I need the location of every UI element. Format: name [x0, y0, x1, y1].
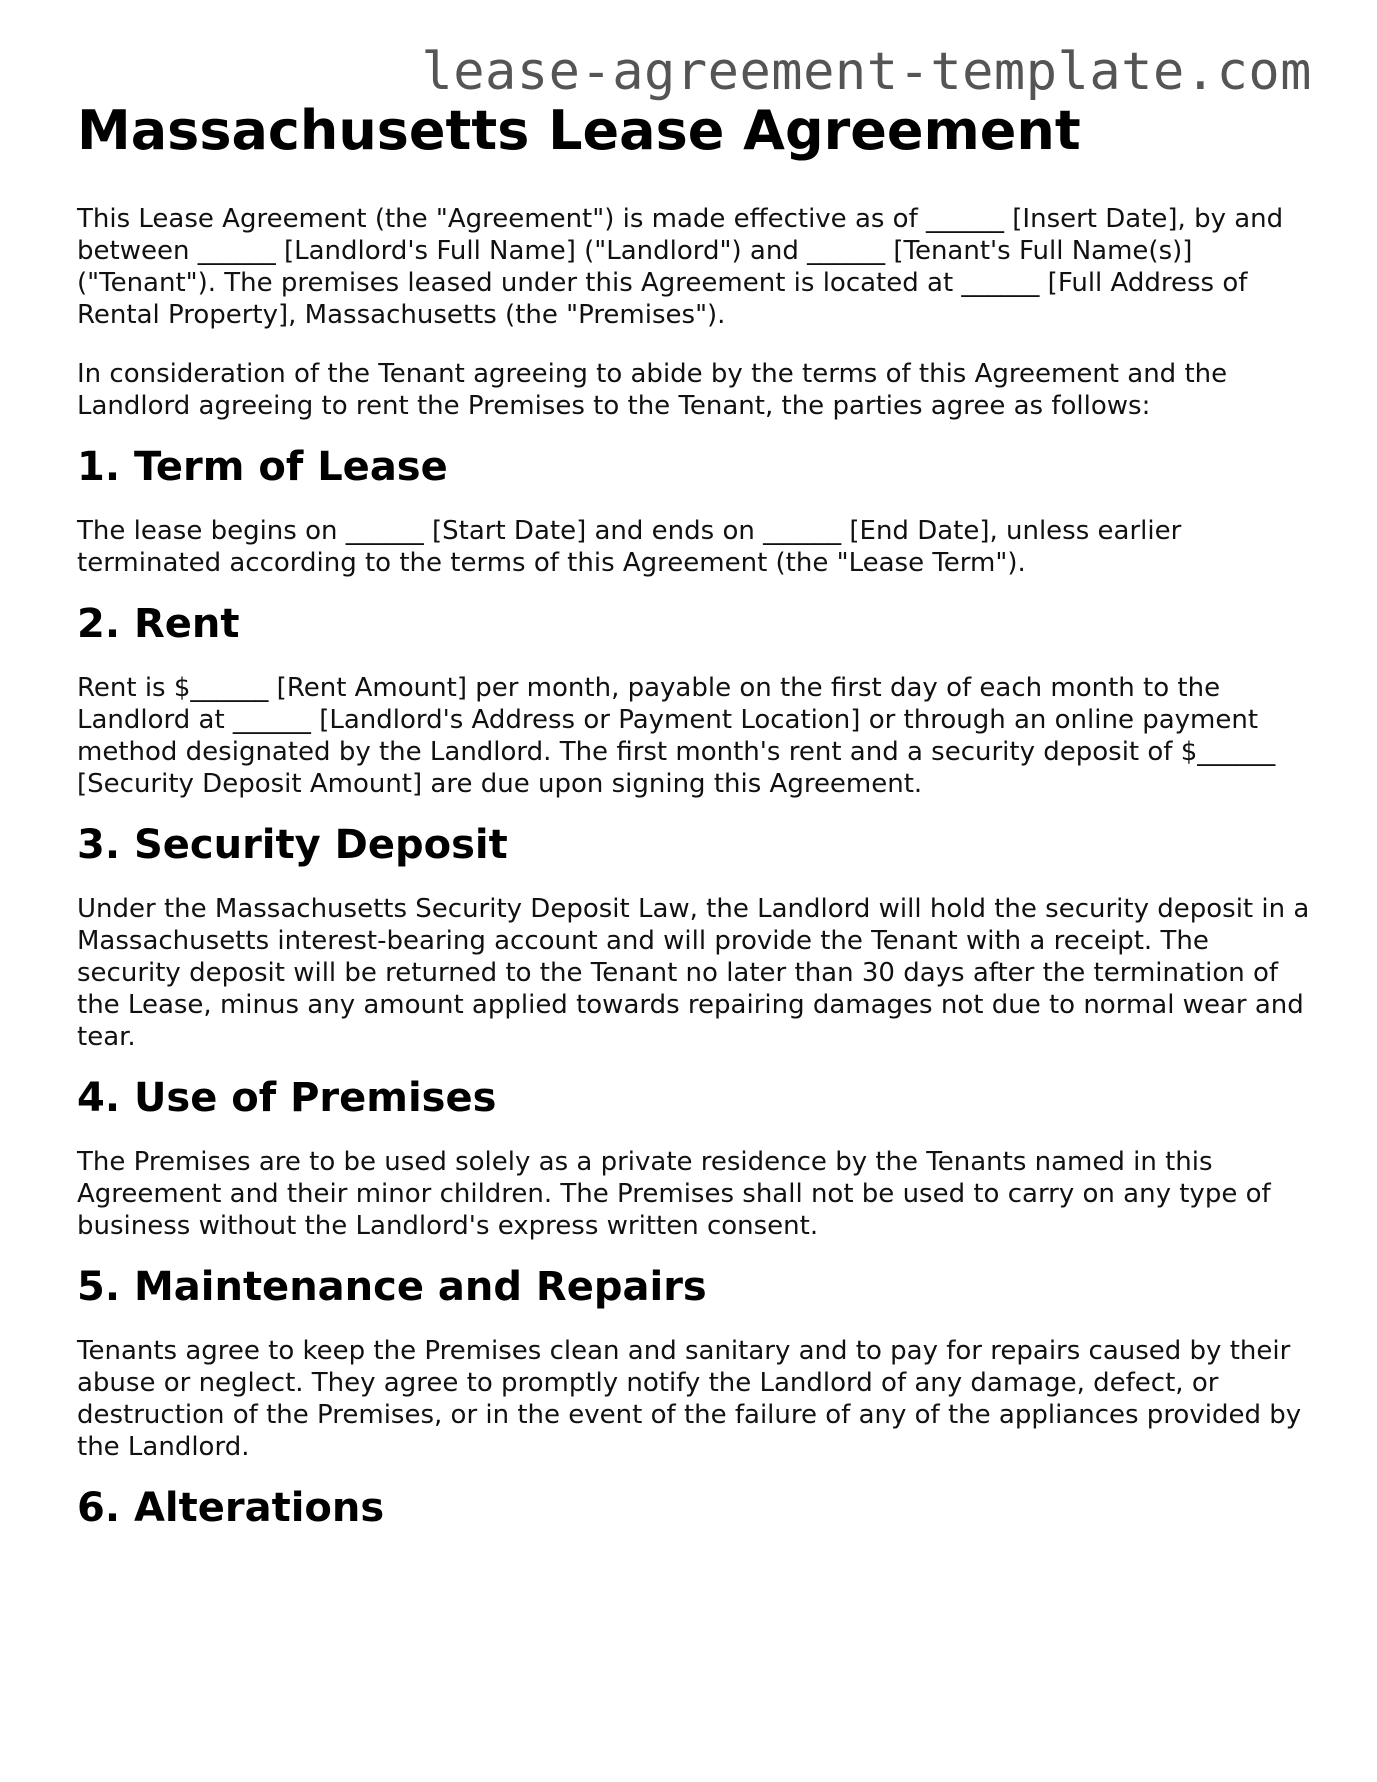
site-watermark: lease-agreement-template.com — [421, 42, 1312, 102]
section-body-use-of-premises: The Premises are to be used solely as a private residence by the Tenants named in this Agreement and their minor children. The Premises shall not be used to carry on any type of business without the Landlord's express written consent. — [77, 1147, 1271, 1241]
intro-paragraph: This Lease Agreement (the "Agreement") is made effective as of ______ [Insert Date], by and between ______ [Landlord's Full Name] ("Landlord") and ______ [Tenant's Full Name(s)] ("Tenant"). The premises leased under this Agreement is located at ______ [Full Address of Rental Property], Massachusetts (the "Premises"). — [77, 204, 1284, 330]
document-title: Massachusetts Lease Agreement — [77, 99, 1081, 162]
section-heading-rent: 2. Rent — [77, 601, 240, 647]
section-heading-maintenance: 5. Maintenance and Repairs — [77, 1264, 707, 1310]
section-heading-term: 1. Term of Lease — [77, 444, 448, 490]
section-body-rent: Rent is $______ [Rent Amount] per month, payable on the first day of each month to the Landlord at ______ [Landlord's Address or Payment Location] or through an online payment method designated by the Landlord. The first month's rent and a security deposit of $______ [Security Deposit Amount] are due upon signing this Agreement. — [77, 673, 1276, 799]
document-content — [77, 96, 1317, 1533]
section-body-term: The lease begins on ______ [Start Date] and ends on ______ [End Date], unless earlier terminated according to the terms of this Agreement (the "Lease Term"). — [77, 516, 1182, 578]
section-body-maintenance: Tenants agree to keep the Premises clean and sanitary and to pay for repairs caused by their abuse or neglect. They agree to promptly notify the Landlord of any damage, defect, or destruction of the Premises, or in the event of the failure of any of the appliances provided by the Landlord. — [77, 1336, 1302, 1462]
section-heading-security-deposit: 3. Security Deposit — [77, 822, 508, 868]
consideration-paragraph: In consideration of the Tenant agreeing to abide by the terms of this Agreement and the Landlord agreeing to rent the Premises to the Tenant, the parties agree as follows: — [77, 359, 1228, 421]
section-heading-use-of-premises: 4. Use of Premises — [77, 1075, 497, 1121]
section-heading-alterations: 6. Alterations — [77, 1485, 385, 1531]
section-body-security-deposit: Under the Massachusetts Security Deposit Law, the Landlord will hold the security deposit in a Massachusetts interest-bearing account and will provide the Tenant with a receipt. The security deposit will be returned to the Tenant no later than 30 days after the termination of the Lease, minus any amount applied towards repairing damages not due to normal wear and tear. — [77, 894, 1310, 1052]
